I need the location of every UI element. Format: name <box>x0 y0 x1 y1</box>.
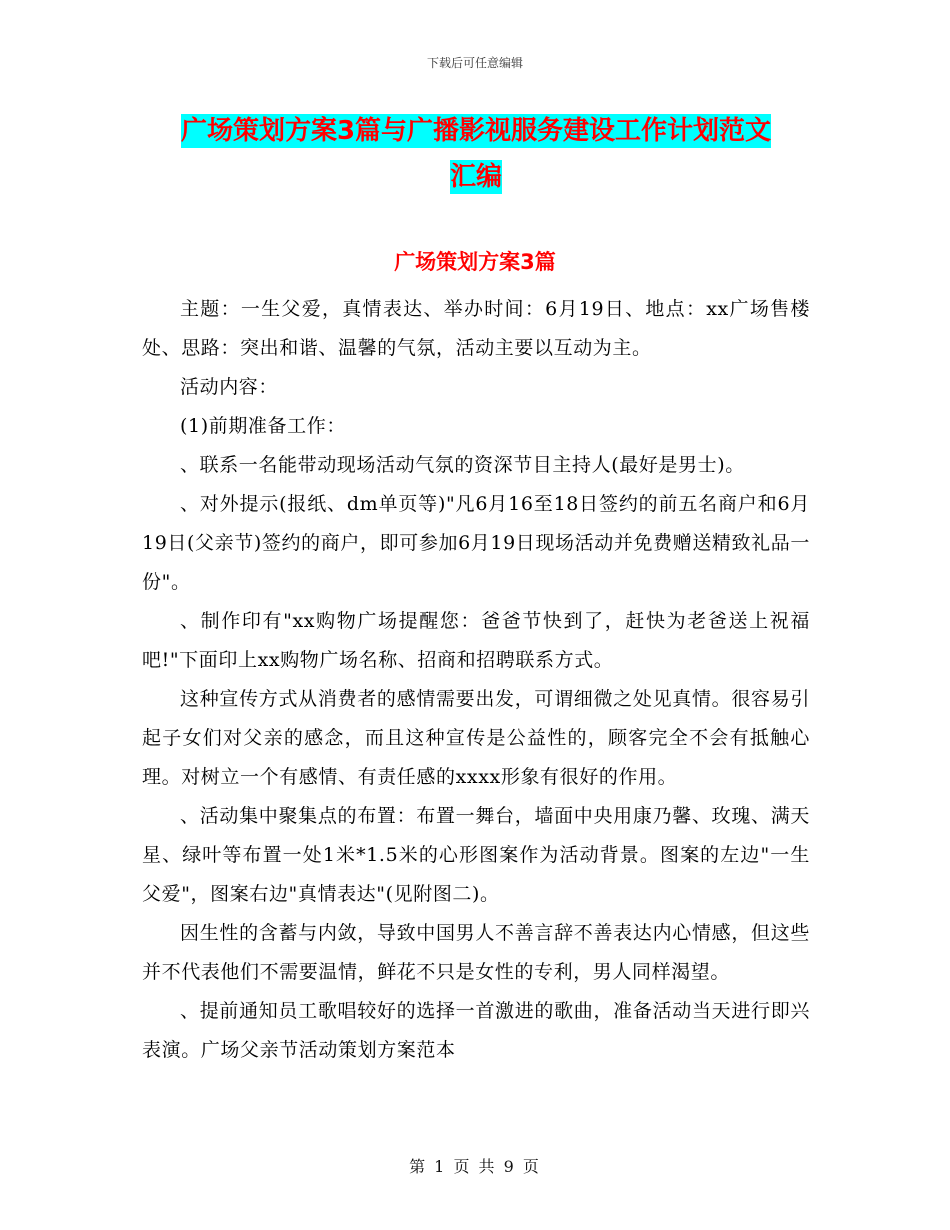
paragraph-printing: 、制作印有"xx购物广场提醒您：爸爸节快到了，赶快为老爸送上祝福吧!"下面印上xx购物广场名称、招商和招聘联系方式。 <box>142 610 810 671</box>
page-footer: 第 1 页 共 9 页 <box>409 1157 541 1176</box>
paragraph-promotion: 、对外提示(报纸、dm单页等)"凡6月16至18日签约的前五名商户和6月19日(父亲节)签约的商户，即可参加6月19日现场活动并免费赠送精致礼品一份"。 <box>142 493 810 593</box>
body-text <box>142 290 810 1070</box>
header-note: 下载后可任意编辑 <box>426 56 523 70</box>
paragraph-promotion-effect: 这种宣传方式从消费者的感情需要出发，可谓细微之处见真情。很容易引起子女们对父亲的感念，而且这种宣传是公益性的，顾客完全不会有抵触心理。对树立一个有感情、有责任感的xxxx形象有很好的作用。 <box>142 688 810 788</box>
paragraph-stage-layout: 、活动集中聚集点的布置：布置一舞台，墙面中央用康乃馨、玫瑰、满天星、绿叶等布置一处1米*1.5米的心形图案作为活动背景。图案的左边"一生父爱"，图案右边"真情表达"(见附图二)。 <box>142 805 810 905</box>
paragraph-host: 、联系一名能带动现场活动气氛的资深节目主持人(最好是男士)。 <box>180 454 745 476</box>
section-title: 广场策划方案3篇 <box>394 250 556 274</box>
paragraph-men-emotion: 因生性的含蓄与内敛，导致中国男人不善言辞不善表达内心情感，但这些并不代表他们不需要温情，鲜花不只是女性的专利，男人同样渴望。 <box>142 922 810 983</box>
paragraph-activity-content: 活动内容： <box>180 376 279 398</box>
document-title-line1: 广场策划方案3篇与广播影视服务建设工作计划范文 <box>180 116 772 146</box>
document-title <box>140 108 812 200</box>
document-title-line2: 汇编 <box>449 162 502 192</box>
paragraph-theme: 主题：一生父爱，真情表达、举办时间：6月19日、地点：xx广场售楼处、思路：突出和谐、温馨的气氛，活动主要以互动为主。 <box>142 298 810 359</box>
paragraph-performance: 、提前通知员工歌唱较好的选择一首激进的歌曲，准备活动当天进行即兴表演。广场父亲节活动策划方案范本 <box>142 1000 810 1061</box>
paragraph-preparation: (1)前期准备工作： <box>180 415 346 437</box>
